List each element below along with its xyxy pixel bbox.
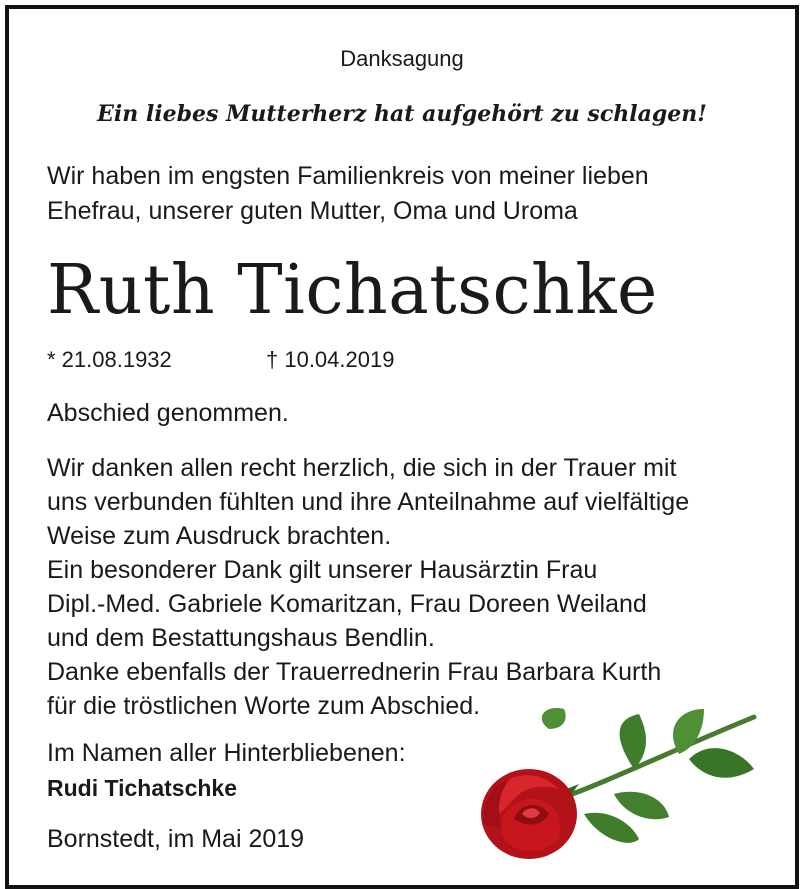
intro-line: Wir haben im engsten Familienkreis von meiner lieben <box>47 162 649 190</box>
body-line: Wir danken allen recht herzlich, die sich in der Trauer mit <box>47 454 677 482</box>
body-line: Dipl.-Med. Gabriele Komaritzan, Frau Doreen Weiland <box>47 590 647 618</box>
thanks-text <box>47 451 777 723</box>
deceased-name: Ruth Tichatschke <box>47 251 658 330</box>
body-line: uns verbunden fühlten und ihre Anteilnahme auf vielfältige <box>47 488 690 516</box>
death-date: † 10.04.2019 <box>266 347 395 372</box>
closing-text: Im Namen aller Hinterbliebenen: <box>47 739 406 767</box>
subheading: Ein liebes Mutterherz hat aufgehört zu schlagen! <box>97 101 707 127</box>
heading: Danksagung <box>340 46 464 71</box>
body-line: und dem Bestattungshaus Bendlin. <box>47 624 435 652</box>
obituary-frame <box>5 5 799 889</box>
body-line: Weise zum Ausdruck brachten. <box>47 522 392 550</box>
body-line: Ein besonderer Dank gilt unserer Hausärztin Frau <box>47 556 598 584</box>
place-date: Bornstedt, im Mai 2019 <box>47 825 305 853</box>
birth-date: * 21.08.1932 <box>47 347 172 372</box>
signer-name: Rudi Tichatschke <box>47 775 238 801</box>
body-line: für die tröstlichen Worte zum Abschied. <box>47 692 481 720</box>
intro-line: Ehefrau, unserer guten Mutter, Oma und Uroma <box>47 197 578 225</box>
red-rose-icon <box>464 699 764 869</box>
farewell-text: Abschied genommen. <box>47 399 289 427</box>
intro-text <box>47 159 767 229</box>
body-line: Danke ebenfalls der Trauerrednerin Frau Barbara Kurth <box>47 658 662 686</box>
